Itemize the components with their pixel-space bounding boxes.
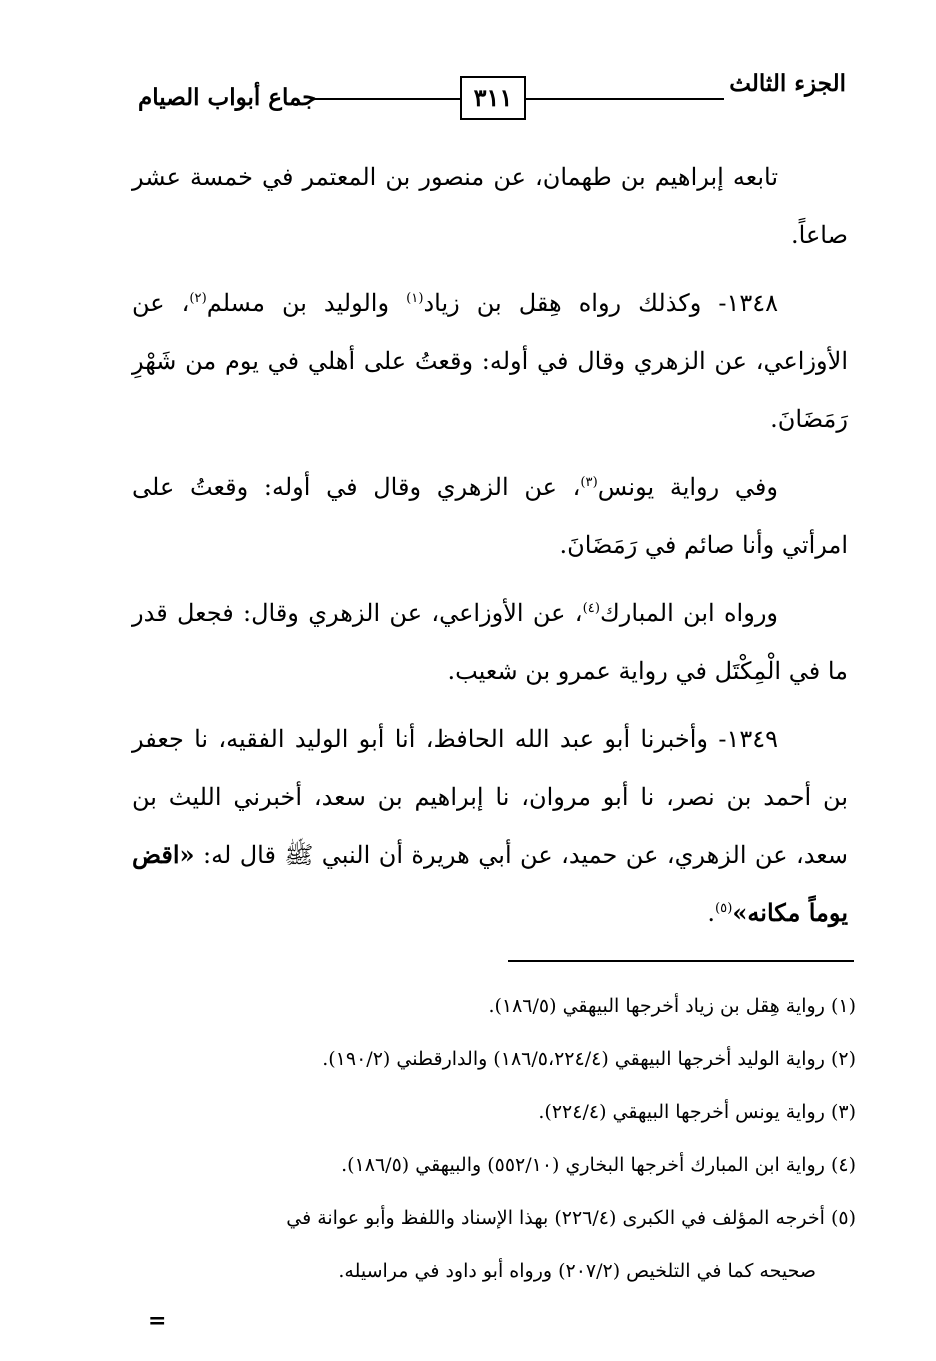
footnote-ref-3: (٣)	[580, 475, 598, 490]
footnote-1: (١) رواية هِقل بن زياد أخرجها البيهقي (١٨٦/٥).	[488, 995, 856, 1017]
header-rule-left	[312, 98, 460, 100]
paragraph-5: ١٣٤٩- وأخبرنا أبو عبد الله الحافظ، أنا أبو الوليد الفقيه، نا جعفر بن أحمد بن نصر، نا أبو مروان، نا إبراهيم بن سعد، أخبرني الليث بن سعد، عن الزهري، عن حميد، عن أبي هريرة أن النبي ﷺ قال له: «اقض يوماً مكانه»$^{(٥)}$.	[132, 725, 849, 927]
paragraph-3: وفي رواية يونس$^{(٣)}$، عن الزهري وقال في أوله: وقعتُ على امرأتي وأنا صائم في رَمَضَانَ.	[132, 473, 848, 559]
footnote-ref-1: (١)	[406, 291, 424, 306]
footnote-5: (٥) أخرجه المؤلف في الكبرى (٢٢٦/٤) بهذا الإسناد واللفظ وأبو عوانة في	[286, 1207, 856, 1229]
paragraph-4: ورواه ابن المبارك$^{(٤)}$، عن الأوزاعي، عن الزهري وقال: فجعل قدر ما في الْمِكْتَل في رواية عمرو بن شعيب.	[132, 599, 848, 685]
chapter-title: جماع أبواب الصيام	[138, 84, 317, 111]
volume-label: الجزء الثالث	[729, 70, 846, 97]
paragraph-2: ١٣٤٨- وكذلك رواه هِقل بن زياد$^{(١)}$ والوليد بن مسلم$^{(٢)}$، عن الأوزاعي، عن الزهري وقال في أوله: وقعتُ على أهلي في يوم من شَهْرِ رَمَضَانَ.	[132, 289, 848, 433]
footnote-3: (٣) رواية يونس أخرجها البيهقي (٢٢٤/٤).	[538, 1101, 856, 1123]
main-text	[132, 148, 848, 952]
hadith-quote: «اقض يوماً مكانه»	[132, 840, 848, 927]
footnote-2: (٢) رواية الوليد أخرجها البيهقي (١٨٦/٥،٢٢٤/٤) والدارقطني (١٩٠/٢).	[322, 1048, 856, 1070]
page-number: ٣١١	[460, 76, 526, 120]
footnote-ref-4: (٤)	[582, 601, 600, 616]
continuation-mark: =	[148, 1308, 167, 1334]
footnote-5-continued: صحيحه كما في التلخيص (٢٠٧/٢) ورواه أبو داود في مراسيله.	[338, 1260, 816, 1282]
footnotes	[140, 980, 856, 1298]
footnote-ref-2: (٢)	[189, 291, 207, 306]
paragraph-1: تابعه إبراهيم بن طهمان، عن منصور بن المعتمر في خمسة عشر صاعاً.	[132, 163, 848, 249]
header-rule-right	[526, 98, 724, 100]
footnote-4: (٤) رواية ابن المبارك أخرجها البخاري (٥٥٢/١٠) والبيهقي (١٨٦/٥).	[341, 1154, 856, 1176]
footnote-ref-5: (٥)	[715, 901, 733, 916]
footnote-separator	[508, 960, 854, 962]
